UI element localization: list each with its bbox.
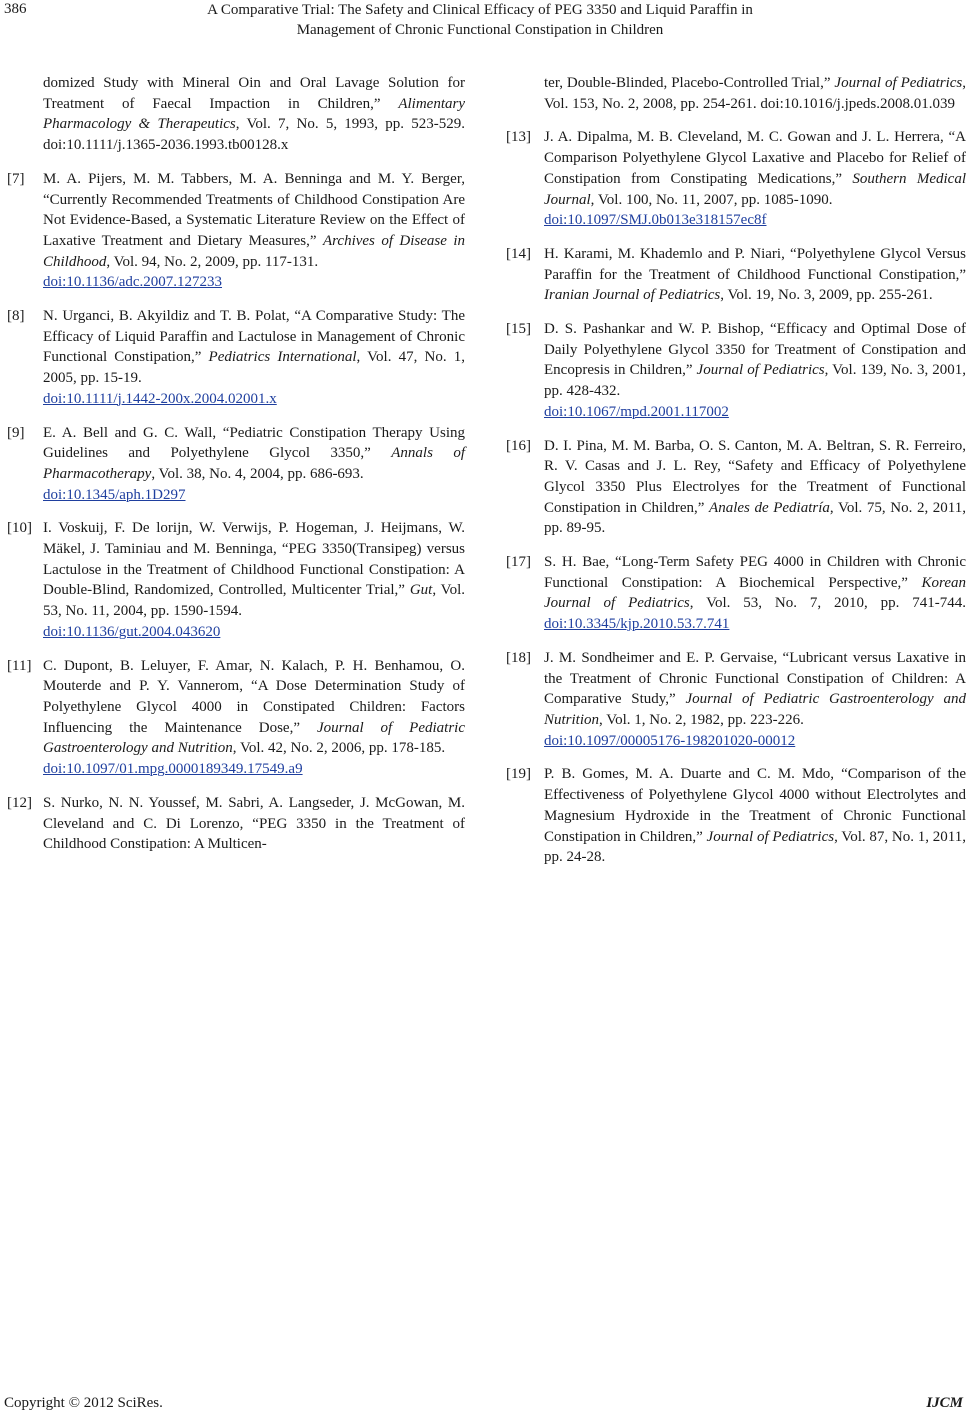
reference-details: , Vol. 153, No. 2, 2008, pp. 254-261.	[544, 75, 966, 112]
doi-link[interactable]: doi:10.1136/gut.2004.043620	[43, 623, 221, 640]
reference-details: , Vol. 42, No. 2, 2006, pp. 178-185.	[232, 740, 446, 757]
reference-item	[506, 436, 966, 540]
reference-journal: Iranian Journal of Pediatrics	[544, 287, 721, 304]
reference-journal: Journal of Pediatrics	[706, 828, 835, 845]
doi-link[interactable]: doi:10.1016/j.jpeds.2008.01.039	[760, 95, 955, 112]
reference-body	[544, 244, 966, 306]
reference-number: [11]	[7, 657, 32, 674]
reference-item	[7, 518, 465, 642]
right-column	[506, 73, 967, 881]
reference-text: S. H. Bae, “Long-Term Safety PEG 4000 in Children with Chronic Functional Constipation: A Biochemical Perspective,”	[544, 554, 966, 591]
reference-item	[506, 319, 966, 423]
journal-abbreviation: IJCM	[926, 1395, 963, 1411]
reference-journal: Journal of Pediatrics	[696, 362, 825, 379]
reference-details: , Vol. 53, No. 7, 2010, pp. 741-744.	[689, 595, 966, 612]
reference-details: , Vol. 19, No. 3, 2009, pp. 255-261.	[720, 287, 933, 304]
reference-item	[506, 648, 967, 752]
reference-text: H. Karami, M. Khademlo and P. Niari, “Polyethylene Glycol Versus Paraffin for the Treatment of Childhood Functional Constipation,”	[544, 245, 966, 283]
running-title-line-1: A Comparative Trial: The Safety and Clinical Efficacy of PEG 3350 and Liquid Paraffin in	[207, 2, 753, 18]
reference-text: M. A. Pijers, M. M. Tabbers, M. A. Benninga and M. Y. Berger, “Currently Recommended Treatments of Childhood Constipation Are Not Evidence-Based, a Systematic Literature Review on the Effect of Laxative Treatment and Dietary Measures,”	[43, 170, 465, 249]
reference-journal: Pediatrics International	[208, 349, 357, 366]
reference-body	[43, 306, 465, 410]
reference-number: [17]	[506, 554, 531, 571]
reference-number: [19]	[506, 766, 531, 783]
reference-item	[7, 793, 465, 855]
reference-item	[7, 423, 465, 506]
reference-item	[506, 552, 966, 635]
reference-text: ter, Double-Blinded, Placebo-Controlled Trial,”	[544, 75, 835, 91]
doi-link[interactable]: doi:10.3345/kjp.2010.53.7.741	[544, 616, 730, 633]
reference-number: [18]	[506, 649, 531, 666]
reference-body	[544, 648, 966, 752]
reference-text: domized Study with Mineral Oin and Oral Lavage Solution for Treatment of Faecal Impaction in Children,”	[43, 75, 465, 112]
reference-details: , Vol. 53, No. 11, 2004, pp. 1590-1594.	[43, 582, 465, 620]
running-title-line-2: Management of Chronic Functional Constipation in Children	[296, 22, 664, 38]
reference-body	[43, 423, 465, 506]
reference-body	[544, 552, 966, 635]
reference-number: [14]	[506, 245, 531, 262]
page-number: 386	[4, 1, 27, 17]
reference-number: [12]	[7, 794, 32, 811]
reference-item	[506, 764, 966, 868]
reference-journal: Anales de Pediatría	[709, 499, 830, 516]
reference-continued-left	[43, 73, 465, 156]
reference-item	[7, 306, 465, 410]
reference-journal: Annals of Pharmacotherapy	[43, 445, 465, 482]
doi-link[interactable]: doi:10.1097/00005176-198201020-00012	[544, 732, 796, 749]
reference-text: N. Urganci, B. Akyildiz and T. B. Polat, “A Comparative Study: The Efficacy of Liquid Paraffin and Lactulose in Management of Chronic Functional Constipation,”	[43, 308, 465, 366]
reference-text: I. Voskuij, F. De lorijn, W. Verwijs, P. Hogeman, J. Heijmans, W. Mäkel, J. Taminiau and M. Benninga, “PEG 3350(Transipeg) versus Lactulose in the Treatment of Childhood Functional Constipation: A Double-Blind, Randomized, Controlled, Multicenter Trial,”	[43, 520, 465, 599]
reference-item	[7, 656, 465, 780]
doi-link[interactable]: doi:10.1111/j.1365-2036.1993.tb00128.x	[43, 137, 289, 154]
reference-journal: Journal of Pediatrics	[834, 75, 963, 91]
reference-details: , Vol. 7, No. 5, 1993, pp. 523-529.	[235, 116, 466, 133]
reference-text: P. B. Gomes, M. A. Duarte and C. M. Mdo, “Comparison of the Effectiveness of Polyethylene Glycol 4000 without Electrolytes and Magnesium Hydroxide in the Treatment of Chronic Functional Constipation in Children,”	[544, 766, 966, 845]
reference-body	[544, 127, 966, 231]
reference-number: [9]	[7, 424, 25, 441]
reference-number: [10]	[7, 520, 32, 537]
doi-link[interactable]: doi:10.1136/adc.2007.127233	[43, 274, 223, 291]
reference-journal: Journal of Pediatric Gastroenterology and Nutrition	[43, 719, 465, 757]
reference-details: , Vol. 38, No. 4, 2004, pp. 686-693.	[151, 465, 364, 482]
left-column	[7, 73, 466, 868]
doi-link[interactable]: doi:10.1097/SMJ.0b013e318157ec8f	[544, 212, 767, 229]
reference-text: D. I. Pina, M. M. Barba, O. S. Canton, M. A. Beltran, S. R. Ferreiro, R. V. Casas and J. L. Rey, “Safety and Efficacy of Polyethylene Glycol 3350 Plus Electrolyes for the Treatment of Functional Constipation in Children,”	[544, 437, 966, 516]
reference-text: D. S. Pashankar and W. P. Bishop, “Efficacy and Optimal Dose of Daily Polyethylene Glycol 3350 for Treatment of Constipation and Encopresis in Children,”	[544, 321, 966, 379]
reference-details: , Vol. 47, No. 1, 2005, pp. 15-19.	[43, 349, 465, 387]
doi-link[interactable]: doi:10.1345/aph.1D297	[43, 486, 186, 503]
reference-details: , Vol. 87, No. 1, 2011, pp. 24-28.	[544, 828, 966, 866]
reference-details: , Vol. 75, No. 2, 2011, pp. 89-95.	[544, 499, 966, 537]
reference-body	[544, 764, 966, 868]
reference-number: [7]	[7, 170, 25, 187]
reference-body	[544, 436, 966, 540]
reference-number: [8]	[7, 308, 25, 325]
reference-body	[43, 793, 465, 855]
doi-link[interactable]: doi:10.1067/mpd.2001.117002	[544, 403, 729, 420]
doi-link[interactable]: doi:10.1097/01.mpg.0000189349.17549.a9	[43, 761, 303, 778]
right-reference-list	[506, 127, 967, 868]
reference-number: [16]	[506, 437, 531, 454]
reference-journal: Gut	[409, 582, 433, 599]
reference-body	[43, 518, 465, 642]
left-reference-list	[7, 169, 465, 855]
reference-body	[43, 656, 465, 780]
reference-journal: Archives of Disease in Childhood	[43, 232, 465, 270]
reference-number: [13]	[506, 129, 531, 146]
reference-journal: Southern Medical Journal	[544, 170, 966, 208]
reference-details: , Vol. 1, No. 2, 1982, pp. 223-226.	[599, 711, 804, 728]
doi-link[interactable]: doi:10.1111/j.1442-200x.2004.02001.x	[43, 390, 277, 407]
reference-journal: Korean Journal of Pediatrics	[544, 574, 966, 612]
reference-text: C. Dupont, B. Leluyer, F. Amar, N. Kalach, P. H. Benhamou, O. Mouterde and P. Y. Vannerom, “A Dose Determination Study of Polyethylene Glycol 4000 in Constipated Children: Factors Influencing the Maintenance Dose,”	[43, 657, 465, 736]
copyright-notice: Copyright © 2012 SciRes.	[4, 1395, 163, 1411]
reference-details: , Vol. 100, No. 11, 2007, pp. 1085-1090.	[590, 191, 833, 208]
running-title	[130, 0, 830, 40]
reference-text: J. A. Dipalma, M. B. Cleveland, M. C. Gowan and J. L. Herrera, “A Comparison Polyethylene Glycol Laxative and Placebo for Relief of Constipation from Constipating Medications,”	[544, 129, 966, 187]
reference-text: E. A. Bell and G. C. Wall, “Pediatric Constipation Therapy Using Guidelines and Polyethylene Glycol 3350,”	[43, 424, 465, 462]
reference-journal: Journal of Pediatric Gastroenterology and Nutrition	[544, 691, 967, 728]
reference-journal: Alimentary Pharmacology & Therapeutics	[43, 95, 465, 133]
reference-body	[544, 319, 966, 423]
reference-body	[43, 169, 465, 293]
reference-details: , Vol. 94, No. 2, 2009, pp. 117-131.	[106, 253, 319, 270]
reference-continued-right	[544, 73, 966, 114]
reference-text: J. M. Sondheimer and E. P. Gervaise, “Lubricant versus Laxative in the Treatment of Chronic Functional Constipation of Children: A Comparative Study,”	[544, 649, 966, 708]
reference-item	[506, 244, 966, 306]
reference-details: , Vol. 139, No. 3, 2001, pp. 428-432.	[544, 362, 966, 400]
reference-item	[506, 127, 966, 231]
reference-number: [15]	[506, 321, 531, 338]
reference-item	[7, 169, 465, 293]
reference-text: S. Nurko, N. N. Youssef, M. Sabri, A. Langseder, J. McGowan, M. Cleveland and C. Di Lorenzo, “PEG 3350 in the Treatment of Childhood Constipation: A Multicen-	[43, 794, 465, 853]
